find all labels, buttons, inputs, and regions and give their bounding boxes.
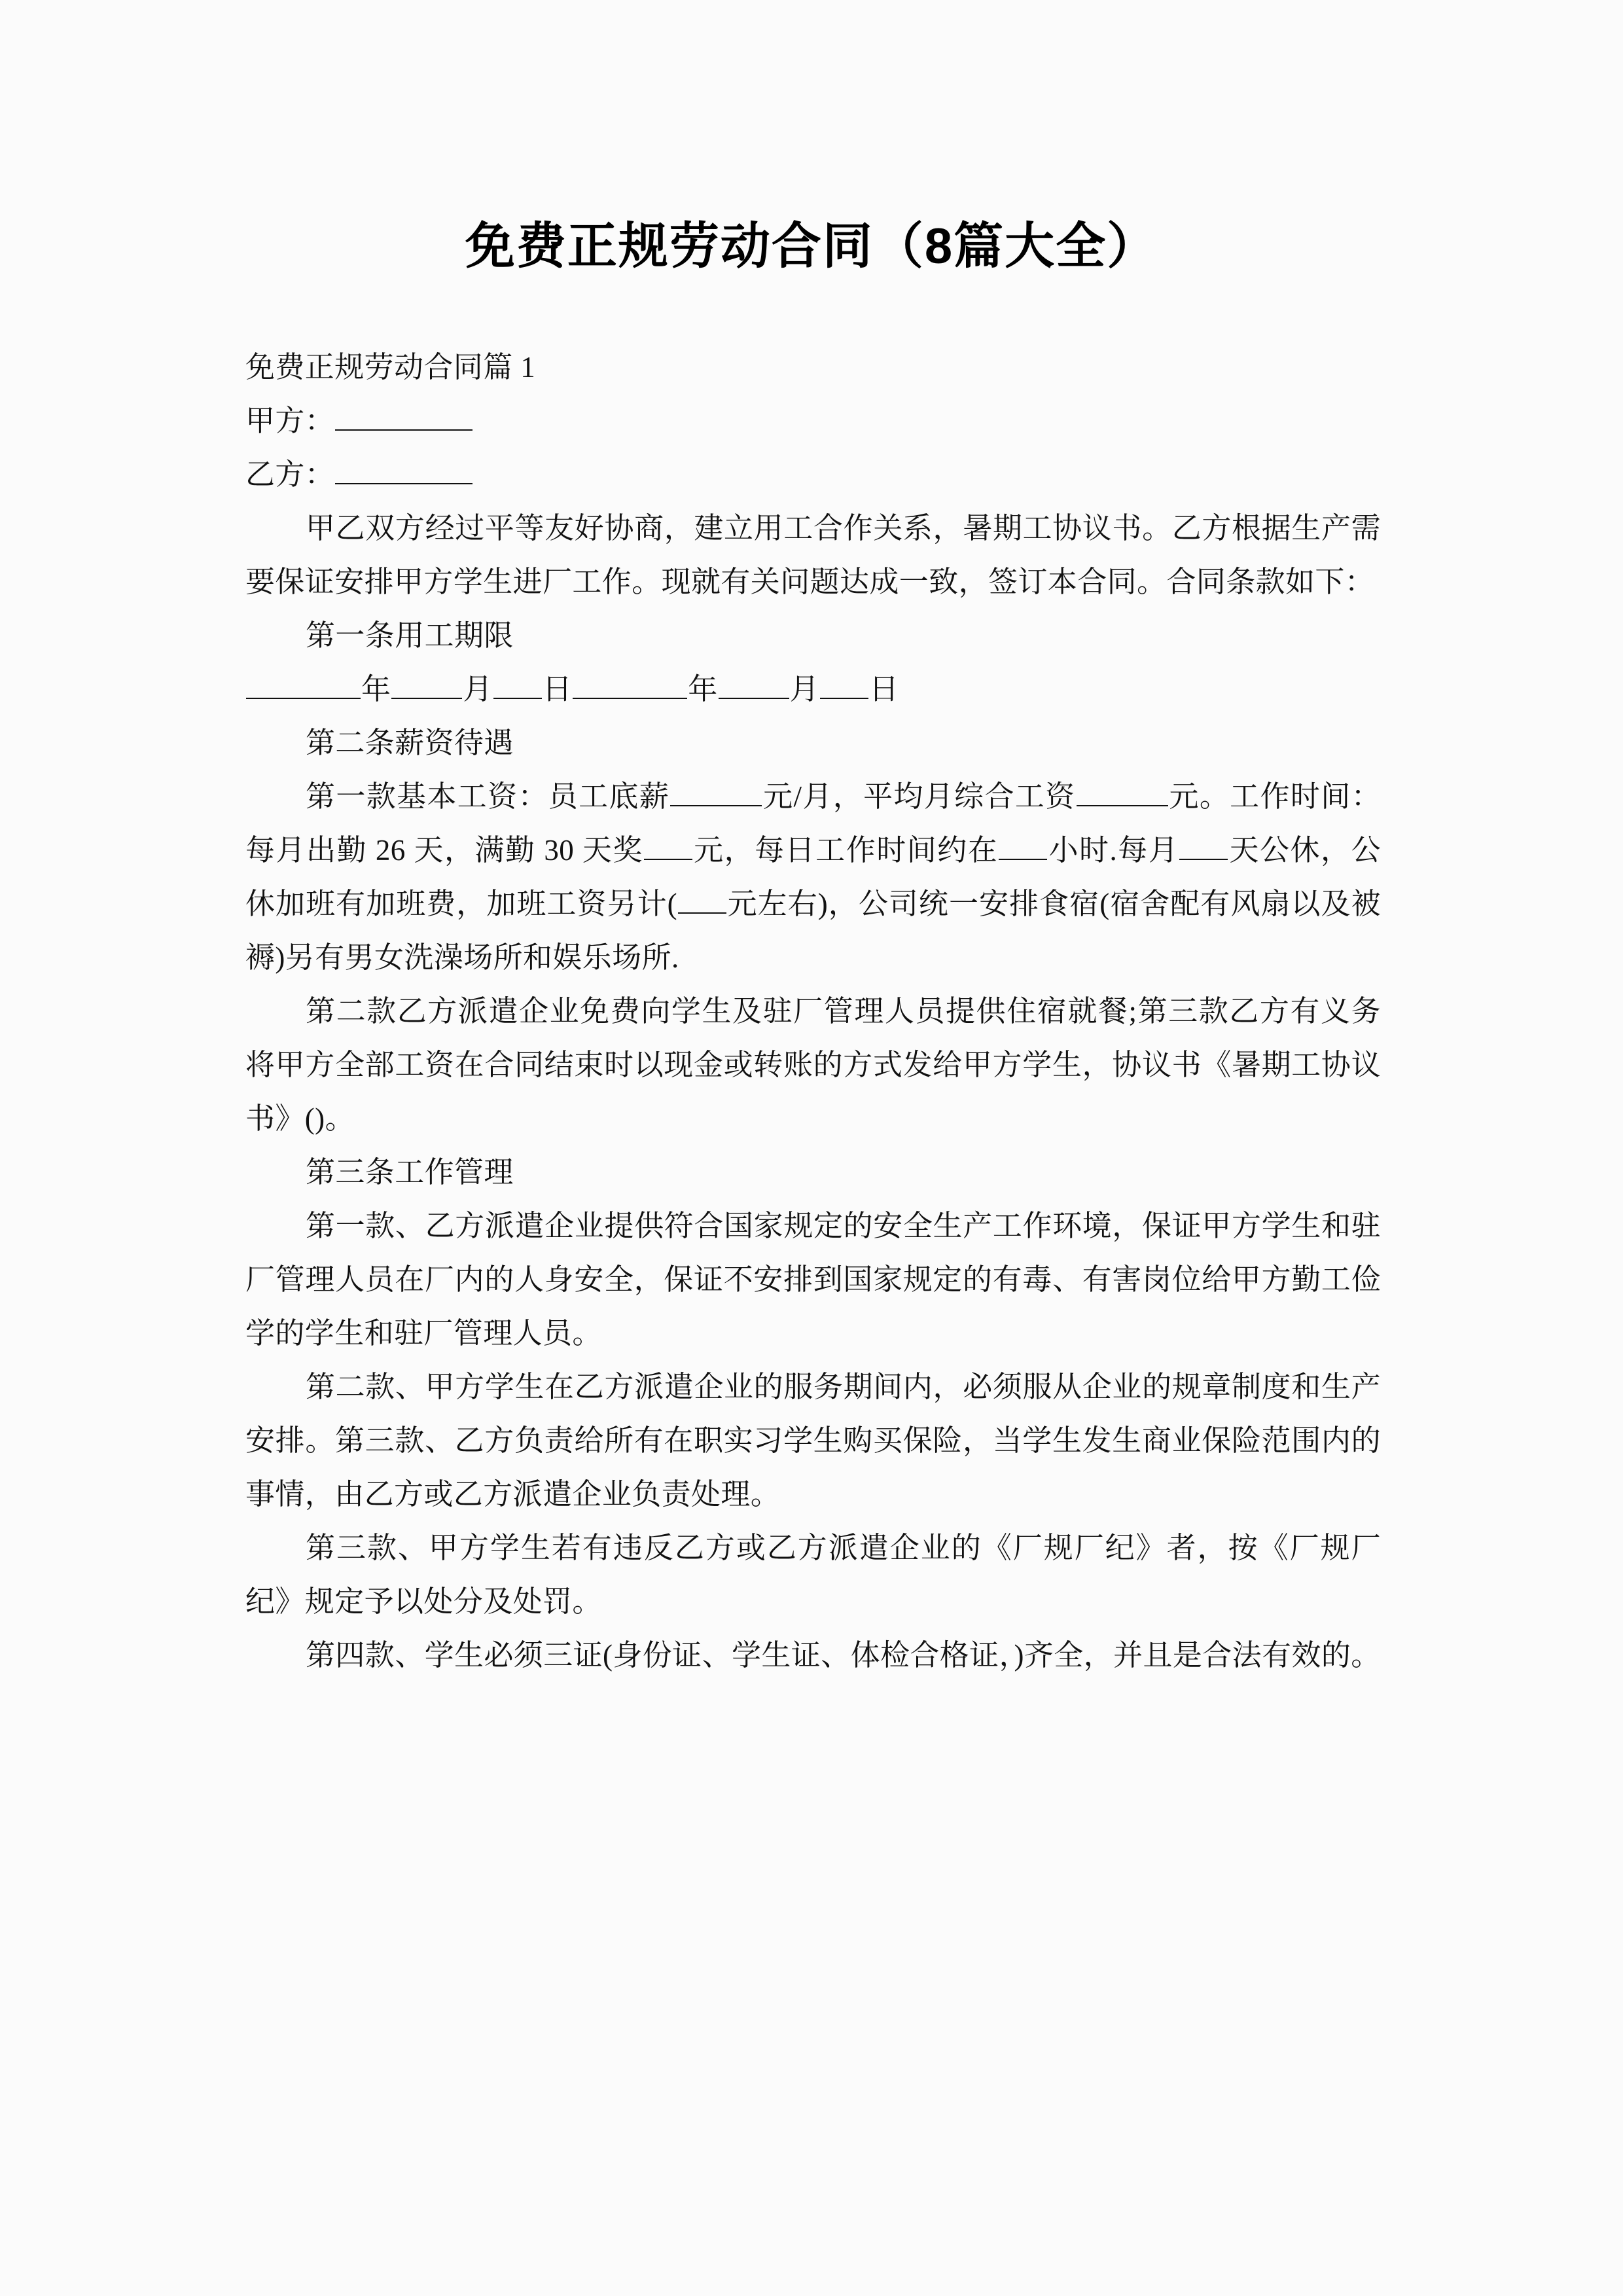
clause-1-text-7: 元左右)，公司统一安排食宿(宿舍配有风扇以及被褥)另有男女洗澡场所和娱乐场所. — [245, 888, 1381, 974]
article-3-heading: 第三条工作管理 — [306, 1156, 514, 1189]
page-title: 免费正规劳动合同（8篇大全） — [465, 218, 1158, 274]
clause-1-text-4: 元，每日工作时间约在 — [692, 834, 999, 867]
clause-1-text-5: 小时.每月 — [1048, 834, 1179, 867]
article-2-clause-2: 第二款乙方派遣企业免费向学生及驻厂管理人员提供住宿就餐;第三款乙方有义务将甲方全部工资在合同结束时以现金或转账的方式发给甲方学生，协议书《暑期工协议书》()。 — [245, 995, 1381, 1135]
overtime-rate-blank[interactable] — [678, 884, 726, 914]
article-3-clause-3: 第三款、甲方学生若有违反乙方或乙方派遣企业的《厂规厂纪》者，按《厂规厂纪》规定予以处分及处罚。 — [245, 1532, 1381, 1618]
clause-1-text-1: 第一款基本工资：员工底薪 — [306, 780, 670, 813]
party-a-blank[interactable] — [335, 401, 473, 431]
full-attendance-bonus-blank[interactable] — [644, 831, 692, 860]
end-month-label: 月 — [789, 673, 820, 706]
start-month-blank[interactable] — [391, 670, 462, 699]
start-day-label: 日 — [542, 673, 573, 706]
section-heading: 免费正规劳动合同篇 1 — [245, 351, 536, 384]
article-1-date-line — [245, 662, 1381, 716]
monthly-rest-days-blank[interactable] — [1179, 831, 1228, 860]
party-b-label: 乙方： — [245, 458, 335, 491]
start-year-blank[interactable] — [246, 670, 361, 699]
article-2-clause-1 — [245, 770, 1381, 984]
clause-1-text-2: 元/月，平均月综合工资 — [762, 780, 1076, 813]
end-day-label: 日 — [869, 673, 899, 706]
article-1-heading: 第一条用工期限 — [306, 619, 514, 652]
start-year-label: 年 — [361, 673, 391, 706]
article-3-clause-2: 第二款、甲方学生在乙方派遣企业的服务期间内，必须服从企业的规章制度和生产安排。第三款、乙方负责给所有在职实习学生购买保险，当学生发生商业保险范围内的事情，由乙方或乙方派遣企业负责处理。 — [245, 1371, 1381, 1511]
article-2-heading: 第二条薪资待遇 — [306, 726, 514, 759]
end-month-blank[interactable] — [719, 670, 789, 699]
end-year-label: 年 — [688, 673, 718, 706]
article-3-clause-4: 第四款、学生必须三证(身份证、学生证、体检合格证，)齐全，并且是合法有效的。 — [306, 1639, 1381, 1672]
document-body — [245, 340, 1381, 1682]
average-salary-blank[interactable] — [1077, 777, 1168, 806]
article-3-clause-1: 第一款、乙方派遣企业提供符合国家规定的安全生产工作环境，保证甲方学生和驻厂管理人员在厂内的人身安全，保证不安排到国家规定的有毒、有害岗位给甲方勤工俭学的学生和驻厂管理人员。 — [245, 1210, 1381, 1350]
base-salary-blank[interactable] — [670, 777, 762, 806]
party-b-line — [245, 448, 1381, 501]
end-day-blank[interactable] — [820, 670, 868, 699]
party-b-blank[interactable] — [335, 455, 473, 484]
party-a-line — [245, 394, 1381, 448]
intro-paragraph: 甲乙双方经过平等友好协商，建立用工合作关系，暑期工协议书。乙方根据生产需要保证安排甲方学生进厂工作。现就有关问题达成一致，签订本合同。合同条款如下： — [245, 512, 1381, 598]
start-month-label: 月 — [463, 673, 493, 706]
start-day-blank[interactable] — [493, 670, 542, 699]
daily-hours-blank[interactable] — [999, 831, 1047, 860]
party-a-label: 甲方： — [245, 404, 335, 437]
clause-1-text-3: 元。工作时间：每月出勤 26 天，满勤 30 天奖 — [245, 780, 1381, 867]
clause-1-text-6: 天公休，公休加班有加班费，加班工资另计( — [245, 834, 1381, 920]
end-year-blank[interactable] — [573, 670, 687, 699]
